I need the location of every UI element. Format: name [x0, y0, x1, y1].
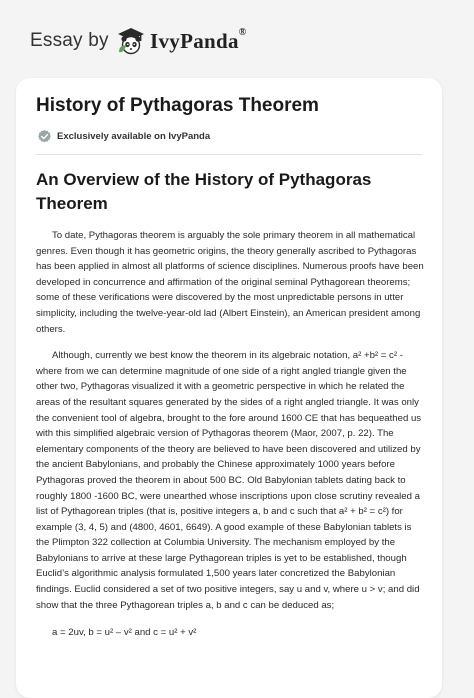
document-card	[16, 78, 442, 698]
divider	[36, 154, 422, 155]
check-badge-icon	[38, 130, 51, 143]
section-title: An Overview of the History of Pythagoras Theorem	[36, 170, 372, 213]
exclusive-label: Exclusively available on IvyPanda	[57, 131, 211, 142]
exclusive-badge	[38, 130, 210, 143]
paragraph-1: To date, Pythagoras theorem is arguably the sole primary theorem in all mathematical genres. Even though it has geometric origins, the theory generally ascribed to Pythagoras has been applied in almost all platforms of science disciplines. Numerous proofs have been developed in concurrence and affirmation of the original seminal Pythagorean theorems; some of these verifications were discovered by the most unpredictable persons in utter simplicity, including the twelve-year-old lad (Albert Einstein), an American president among others.	[36, 230, 424, 335]
registered-mark: ®	[238, 26, 247, 38]
ivypanda-logo[interactable]	[116, 26, 247, 56]
panda-graduation-cap-icon	[116, 26, 146, 56]
essay-by-label: Essay by	[30, 30, 109, 51]
brand-name: IvyPanda®	[150, 26, 247, 53]
document-body	[36, 228, 426, 652]
document-title: History of Pythagoras Theorem	[36, 95, 319, 116]
paragraph-2: Although, currently we best know the theorem in its algebraic notation, a² +b² = c² - where from we can determine magnitude of one side of a right angled triangle given the other two, Pythagoras visualized it with a geometric perspective in which he related the areas of the resultant squares generated by the sides of a right angled triangle. It was only the convenient tool of algebra, brought to the fore around 1600 CE that has bequeathed us with this simplified algebraic version of Pythagoras theorem (Maor, 2007, p. 22). The elementary components of the theory are believed to have been discovered and utilized by the ancient Babylonians, and probably the Chinese approximately 1000 years before Pythagoras proved the theorem in about 500 BC. Old Babylonian tablets dating back to roughly 1800 -1600 BC, were unearthed whose inscriptions upon close scrutiny revealed a list of Pythagorean triples (that is, positive integers a, b and c such that a² + b² = c²) for example (3, 4, 5) and (4800, 4601, 6649). A good example of these Babylonian tablets is the Plimpton 322 collection at Columbia University. The mechanism employed by the Babylonians to arrive at these large Pythagorean triples is yet to be established, though Euclid’s algorithmic analysis formulated 1,500 years later concretized the Babylonian findings. Euclid considered a set of two positive integers, say u and v, where u > v; and did show that the three Pythagorean triples a, b and c can be deduced as;	[36, 350, 422, 611]
formula-line: a = 2uv, b = u² – v² and c = u² + v²	[52, 627, 197, 639]
site-header	[0, 0, 474, 78]
